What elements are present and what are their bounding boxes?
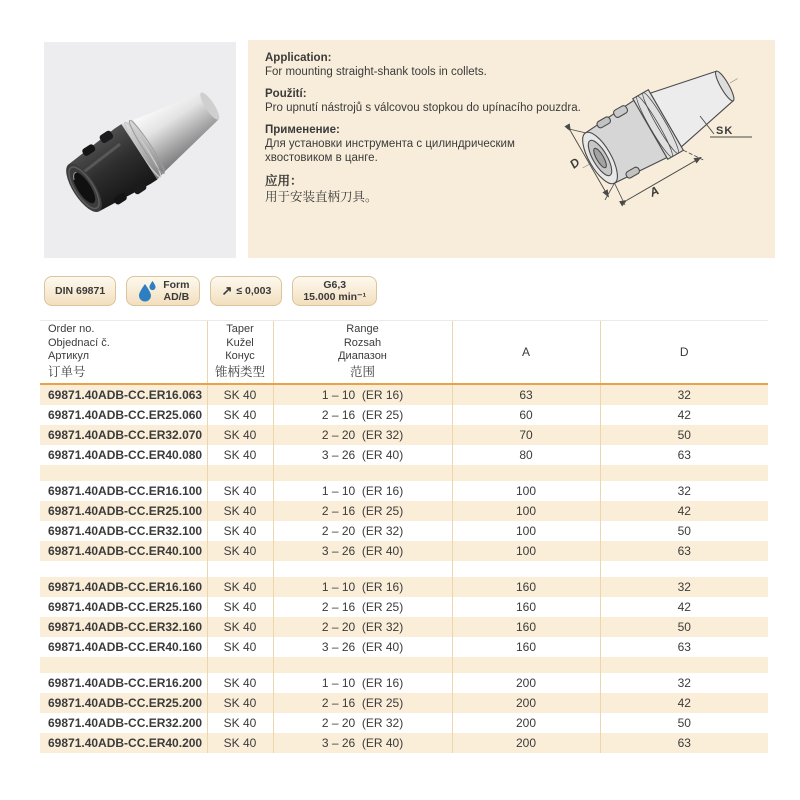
cell-order: 69871.40ADB-CC.ER16.200: [48, 676, 203, 690]
section-text: Для установки инструмента с цилиндрическим хвостовиком в цанге.: [265, 138, 515, 164]
badge-balance-speed: [292, 276, 377, 306]
cell-order: 69871.40ADB-CC.ER32.160: [48, 620, 203, 634]
table-group-spacer: [40, 465, 768, 481]
table-row: [40, 445, 768, 465]
cell-d: 42: [600, 693, 768, 713]
cell-d: 32: [600, 577, 768, 597]
cell-order: 69871.40ADB-CC.ER25.100: [48, 504, 203, 518]
dimension-label-sk: SK: [716, 125, 734, 137]
section-label: Application:: [265, 52, 332, 64]
table-row: [40, 521, 768, 541]
table-row: [40, 384, 768, 405]
cell-taper: SK 40: [207, 384, 273, 405]
cell-range: 2 – 16 (ER 25): [273, 501, 452, 521]
cell-order: 69871.40ADB-CC.ER40.080: [48, 448, 203, 462]
cell-a: 100: [452, 481, 600, 501]
spec-badges: [44, 276, 377, 306]
section-label: Použití:: [265, 88, 307, 100]
cell-a: 60: [452, 405, 600, 425]
section-text: 用于安装直柄刀具。: [265, 190, 378, 204]
section-text: Pro upnutí nástrojů s válcovou stopkou do upínacího pouzdra.: [265, 102, 581, 114]
cell-range: 2 – 20 (ER 32): [273, 713, 452, 733]
dimension-label-d: D: [566, 154, 583, 172]
badge-label-line2: AD/B: [163, 291, 190, 303]
cell-taper: SK 40: [207, 637, 273, 657]
table-row: [40, 541, 768, 561]
cell-a: 200: [452, 733, 600, 753]
cell-a: 200: [452, 713, 600, 733]
collet-chuck-photo: [44, 42, 236, 258]
table-row: [40, 733, 768, 753]
cell-range: 2 – 20 (ER 32): [273, 617, 452, 637]
cell-taper: SK 40: [207, 693, 273, 713]
application-panel: [248, 40, 775, 258]
header-order-no: Order no. Objednací č. Артикул 订单号: [40, 321, 207, 385]
table-row: [40, 637, 768, 657]
table-header-row: [40, 321, 768, 385]
cell-taper: SK 40: [207, 597, 273, 617]
cell-a: 70: [452, 425, 600, 445]
cell-taper: SK 40: [207, 481, 273, 501]
cell-taper: SK 40: [207, 617, 273, 637]
section-text: For mounting straight-shank tools in collets.: [265, 66, 487, 78]
cell-d: 42: [600, 597, 768, 617]
cell-range: 2 – 20 (ER 32): [273, 521, 452, 541]
table-row: [40, 481, 768, 501]
cell-a: 160: [452, 637, 600, 657]
cell-d: 63: [600, 637, 768, 657]
spec-table: [40, 320, 768, 753]
table-body: [40, 384, 768, 753]
table-row: [40, 693, 768, 713]
header-range: Range Rozsah Диапазон 范围: [273, 321, 452, 385]
cell-a: 160: [452, 577, 600, 597]
cell-order: 69871.40ADB-CC.ER16.100: [48, 484, 203, 498]
application-section-en: [265, 51, 595, 79]
cell-taper: SK 40: [207, 405, 273, 425]
header-dim-a: A: [452, 321, 600, 385]
application-section-zh: [265, 173, 595, 205]
badge-label-line1: Form: [163, 279, 190, 291]
cell-order: 69871.40ADB-CC.ER25.160: [48, 600, 203, 614]
table-row: [40, 501, 768, 521]
cell-d: 32: [600, 481, 768, 501]
cell-a: 100: [452, 501, 600, 521]
badge-runout: [210, 276, 282, 306]
badge-label-line2: 15.000 min⁻¹: [303, 291, 367, 303]
badge-label: ≤ 0,003: [236, 285, 272, 297]
table-group-spacer: [40, 561, 768, 577]
cell-order: 69871.40ADB-CC.ER40.160: [48, 640, 203, 654]
droplet-icon: [137, 280, 157, 302]
cell-taper: SK 40: [207, 577, 273, 597]
cell-a: 80: [452, 445, 600, 465]
cell-range: 1 – 10 (ER 16): [273, 481, 452, 501]
cell-a: 160: [452, 617, 600, 637]
badge-label-line1: G6,3: [323, 279, 347, 291]
table-row: [40, 617, 768, 637]
table-row: [40, 673, 768, 693]
table-group-spacer: [40, 657, 768, 673]
cell-a: 200: [452, 673, 600, 693]
product-photo: [44, 42, 236, 258]
cell-d: 63: [600, 733, 768, 753]
header-dim-d: D: [600, 321, 768, 385]
cell-taper: SK 40: [207, 501, 273, 521]
cell-range: 2 – 16 (ER 25): [273, 405, 452, 425]
cell-range: 3 – 26 (ER 40): [273, 541, 452, 561]
cell-d: 32: [600, 384, 768, 405]
cell-taper: SK 40: [207, 425, 273, 445]
cell-d: 50: [600, 617, 768, 637]
cell-a: 100: [452, 521, 600, 541]
cell-order: 69871.40ADB-CC.ER16.160: [48, 580, 203, 594]
cell-order: 69871.40ADB-CC.ER32.070: [48, 428, 203, 442]
cell-range: 3 – 26 (ER 40): [273, 637, 452, 657]
section-label: Применение:: [265, 124, 340, 136]
table-row: [40, 713, 768, 733]
technical-drawing: [552, 48, 772, 250]
cell-taper: SK 40: [207, 541, 273, 561]
badge-label: DIN 69871: [55, 285, 106, 297]
cell-d: 42: [600, 405, 768, 425]
table-row: [40, 405, 768, 425]
cell-range: 1 – 10 (ER 16): [273, 673, 452, 693]
cell-order: 69871.40ADB-CC.ER25.200: [48, 696, 203, 710]
cell-d: 32: [600, 673, 768, 693]
cell-range: 1 – 10 (ER 16): [273, 384, 452, 405]
badge-coolant-form: [126, 276, 200, 306]
cell-d: 50: [600, 521, 768, 541]
cell-order: 69871.40ADB-CC.ER40.200: [48, 736, 203, 750]
cell-range: 2 – 16 (ER 25): [273, 693, 452, 713]
table-row: [40, 577, 768, 597]
cell-range: 2 – 20 (ER 32): [273, 425, 452, 445]
cell-taper: SK 40: [207, 445, 273, 465]
cell-range: 3 – 26 (ER 40): [273, 445, 452, 465]
section-label: 应用：: [265, 174, 303, 188]
cell-order: 69871.40ADB-CC.ER40.100: [48, 544, 203, 558]
arrow-up-right-icon: ↗: [221, 283, 233, 298]
cell-range: 3 – 26 (ER 40): [273, 733, 452, 753]
cell-taper: SK 40: [207, 713, 273, 733]
cell-d: 50: [600, 425, 768, 445]
cell-taper: SK 40: [207, 521, 273, 541]
table-row: [40, 597, 768, 617]
cell-a: 63: [452, 384, 600, 405]
cell-order: 69871.40ADB-CC.ER16.063: [48, 388, 203, 402]
cell-order: 69871.40ADB-CC.ER32.200: [48, 716, 203, 730]
cell-d: 42: [600, 501, 768, 521]
cell-taper: SK 40: [207, 673, 273, 693]
table-row: [40, 425, 768, 445]
cell-order: 69871.40ADB-CC.ER32.100: [48, 524, 203, 538]
cell-taper: SK 40: [207, 733, 273, 753]
application-text: [265, 51, 595, 213]
dimension-label-a: A: [647, 183, 662, 200]
cell-d: 50: [600, 713, 768, 733]
application-section-cs: [265, 87, 595, 115]
header-taper: Taper Kužel Конус 锥柄类型: [207, 321, 273, 385]
cell-a: 200: [452, 693, 600, 713]
cell-d: 63: [600, 445, 768, 465]
cell-range: 2 – 16 (ER 25): [273, 597, 452, 617]
cell-a: 100: [452, 541, 600, 561]
badge-din-standard: [44, 276, 116, 306]
cell-order: 69871.40ADB-CC.ER25.060: [48, 408, 203, 422]
cell-d: 63: [600, 541, 768, 561]
application-section-ru: [265, 123, 595, 165]
cell-a: 160: [452, 597, 600, 617]
cell-range: 1 – 10 (ER 16): [273, 577, 452, 597]
